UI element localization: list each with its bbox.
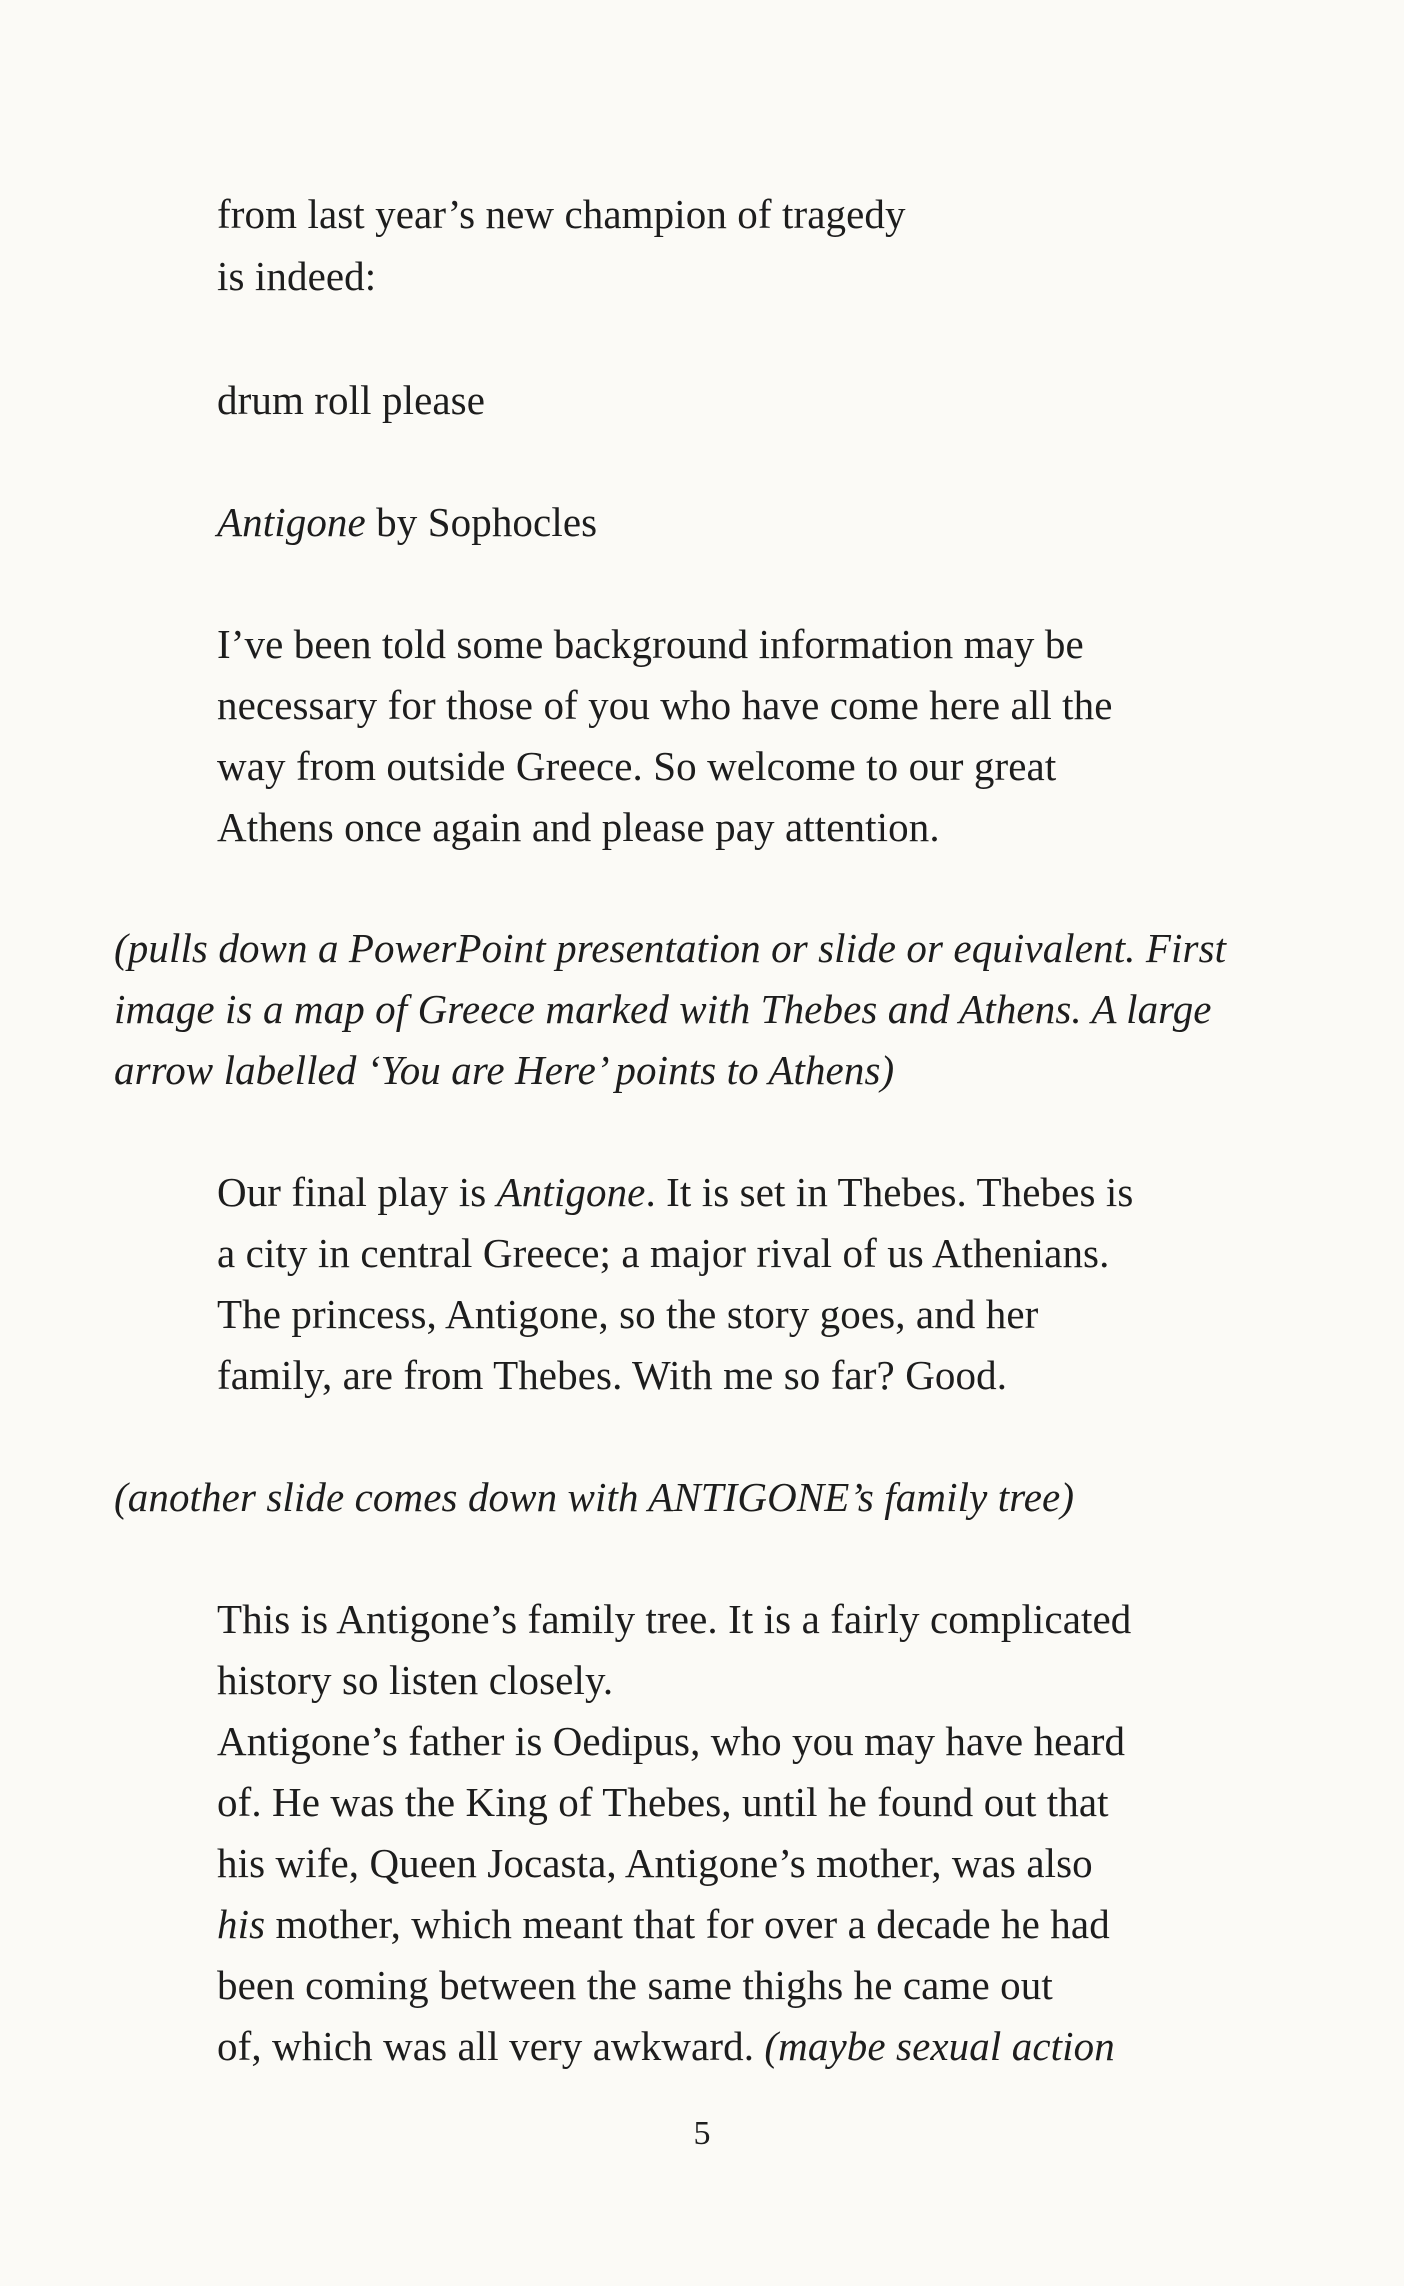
stage-direction-1-line-1: (pulls down a PowerPoint presentation or slide or equivalent. First: [114, 925, 1227, 971]
background-paragraph-line-2: necessary for those of you who have come here all the: [217, 682, 1113, 728]
family-tree-line-3: Antigone’s father is Oedipus, who you may have heard: [217, 1718, 1126, 1764]
final-play-line-1-start: Our final play is: [217, 1169, 497, 1215]
family-tree-line-6: [217, 1894, 1110, 1955]
final-play-title: Antigone: [496, 1169, 646, 1215]
family-tree-line-5: his wife, Queen Jocasta, Antigone’s mother, was also: [217, 1840, 1093, 1886]
stage-direction-1-line-2: image is a map of Greece marked with Thebes and Athens. A large: [114, 986, 1212, 1032]
family-tree-line-2: history so listen closely.: [217, 1657, 614, 1703]
family-tree-line-8: [217, 2016, 1115, 2077]
final-play-line-2: a city in central Greece; a major rival of us Athenians.: [217, 1230, 1110, 1276]
family-tree-line-4: of. He was the King of Thebes, until he found out that: [217, 1779, 1109, 1825]
play-author: by Sophocles: [365, 499, 598, 545]
family-tree-line-8-text: of, which was all very awkward.: [217, 2023, 765, 2069]
drum-roll-line: drum roll please: [217, 377, 486, 423]
background-paragraph-line-4: Athens once again and please pay attention.: [217, 804, 940, 850]
background-paragraph-line-1: I’ve been told some background information may be: [217, 621, 1084, 667]
final-play-line-1: [217, 1162, 1133, 1223]
final-play-line-3: The princess, Antigone, so the story goes, and her: [217, 1291, 1039, 1337]
stage-direction-2: (another slide comes down with ANTIGONE’s family tree): [114, 1474, 1075, 1520]
stage-direction-1-line-3: arrow labelled ‘You are Here’ points to Athens): [114, 1047, 895, 1093]
background-paragraph-line-3: way from outside Greece. So welcome to our great: [217, 743, 1057, 789]
play-title: Antigone: [217, 499, 366, 545]
family-tree-line-7: been coming between the same thighs he came out: [217, 1962, 1053, 2008]
family-tree-line-6-rest: mother, which meant that for over a decade he had: [265, 1901, 1110, 1947]
family-tree-line-8-direction: (maybe sexual action: [764, 2023, 1115, 2069]
emphasis-his: his: [217, 1901, 266, 1947]
page-number: 5: [693, 2115, 711, 2152]
family-tree-line-1: This is Antigone’s family tree. It is a fairly complicated: [217, 1596, 1132, 1642]
play-title-line: [217, 492, 597, 553]
final-play-line-1-end: . It is set in Thebes. Thebes is: [645, 1169, 1134, 1215]
opening-line-2: is indeed:: [217, 253, 377, 299]
final-play-line-4: family, are from Thebes. With me so far? Good.: [217, 1352, 1008, 1398]
opening-line-1: from last year’s new champion of tragedy: [217, 191, 906, 237]
